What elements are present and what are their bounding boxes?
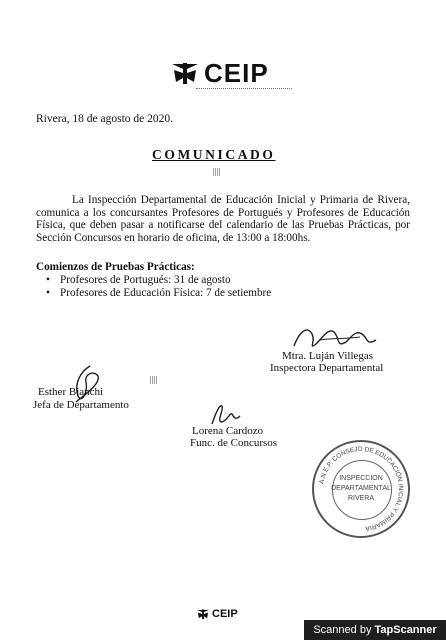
letter-date: Rivera, 18 de agosto de 2020. [36, 113, 174, 125]
dates-list [46, 274, 271, 299]
scanner-badge [304, 620, 446, 640]
scanner-prefix: Scanned by [313, 624, 375, 636]
list-item: • Profesores de Educación Física: 7 de setiembre [46, 287, 271, 300]
signature-name-cardozo: Lorena Cardozo [192, 425, 264, 437]
scan-mark [150, 376, 158, 384]
official-stamp [312, 440, 410, 538]
letter-title: COMUNICADO [152, 147, 276, 162]
signature-cardozo [206, 398, 246, 428]
logo-text: CEIP [204, 58, 269, 88]
section-heading: Comienzos de Pruebas Prácticas: [36, 261, 195, 273]
signature-role-villegas: Inspectora Departamental [270, 362, 384, 374]
list-item: • Profesores de Portugués: 31 de agosto [46, 274, 271, 287]
footer-logo-text: CEIP [212, 608, 238, 620]
scanner-brand: TapScanner [374, 624, 437, 636]
stamp-line-3: RIVERA [347, 495, 375, 502]
signature-role-bianchi: Jefa de Departamento [33, 399, 129, 411]
svg-text:A.N.E.P. CONSEJO DE EDUCACIÓN: A.N.E.P. CONSEJO DE EDUCACIÓN INICIAL Y PRIMARIA [318, 445, 405, 532]
ceip-logo [170, 58, 280, 88]
signature-name-villegas: Mtra. Luján Villegas [282, 350, 374, 362]
stamp-line-1: INSPECCION [339, 475, 383, 482]
signature-name-bianchi: Esther Bianchi [38, 386, 104, 398]
ceip-emblem-icon [170, 60, 200, 86]
letter-body: La Inspección Departamental de Educación Inicial y Primaria de Rivera, comunica a los concursantes Profesores de Portugués y Profesores de Educación Física, que deben pasar a notificarse del calendario de las Pruebas Prácticas, por Sección Concursos en horario de oficina, de 13:00 a 18:00hs. [36, 194, 410, 244]
logo-subtitle-rule [196, 88, 292, 91]
scan-mark [213, 168, 221, 176]
stamp-line-2: DEPARTAMENTAL [331, 485, 391, 492]
ceip-emblem-icon [196, 608, 210, 620]
signature-role-cardozo: Func. de Concursos [190, 437, 278, 449]
footer-logo [196, 608, 238, 620]
